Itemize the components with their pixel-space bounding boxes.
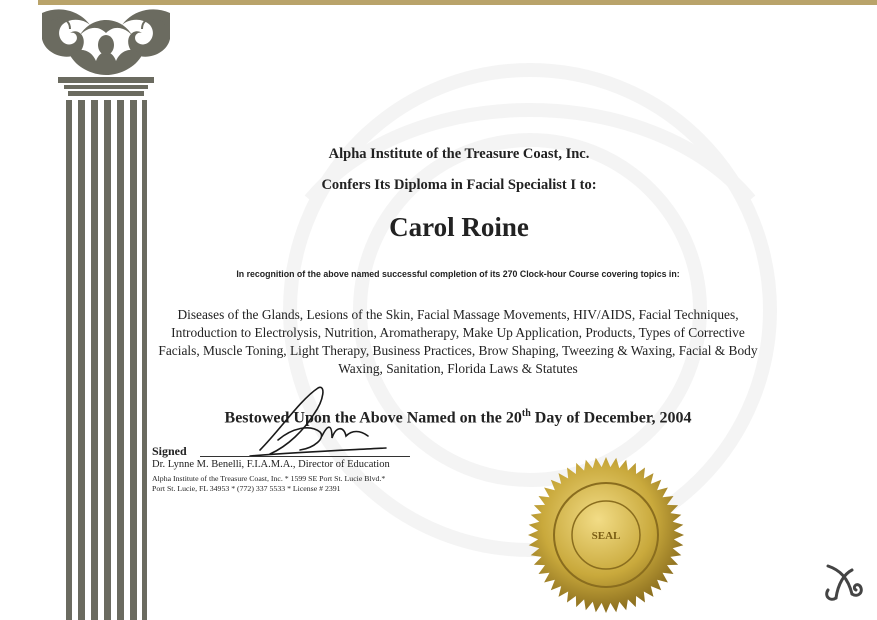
topics-line: Diseases of the Glands, Lesions of the Skin, Facial Massage Movements, HIV/AIDS, Facial Techniques, [177,307,739,322]
institution-name: Alpha Institute of the Treasure Coast, Inc. [328,146,590,162]
gold-seal-icon [526,455,686,615]
recognition-statement: In recognition of the above named successful completion of its 270 Clock-hour Course covering topics in: [236,269,680,279]
bestowed-pre: Bestowed Upon the Above Named on the 20 [224,409,522,427]
signer-name: Dr. Lynne M. Benelli, F.I.A.M.A., Director of Education [152,459,390,470]
bestowed-ordinal: th [521,408,531,419]
topics-list [138,306,778,378]
topics-line: Introduction to Electrolysis, Nutrition, Aromatherapy, Make Up Application, Products, Types of Corrective [171,325,745,340]
topics-line: Facials, Muscle Toning, Light Therapy, Business Practices, Brow Shaping, Tweezing & Waxing, Facial & Body [158,343,758,358]
signature-line [200,456,410,457]
address-line: Port St. Lucie, FL 34953 * (772) 337 5533 * License # 2391 [152,484,341,493]
diploma-statement: Confers Its Diploma in Facial Specialist I to: [321,177,597,193]
bestowed-post: Day of December, 2004 [530,409,692,427]
recipient-name: Carol Roine [389,212,529,242]
svg-text:SEAL: SEAL [591,530,621,542]
corner-flourish-icon [822,560,866,604]
topics-line: Waxing, Sanitation, Florida Laws & Statutes [338,361,578,376]
address-line: Alpha Institute of the Treasure Coast, Inc. * 1599 SE Port St. Lucie Blvd.* [152,474,386,483]
signed-label: Signed [152,444,187,458]
